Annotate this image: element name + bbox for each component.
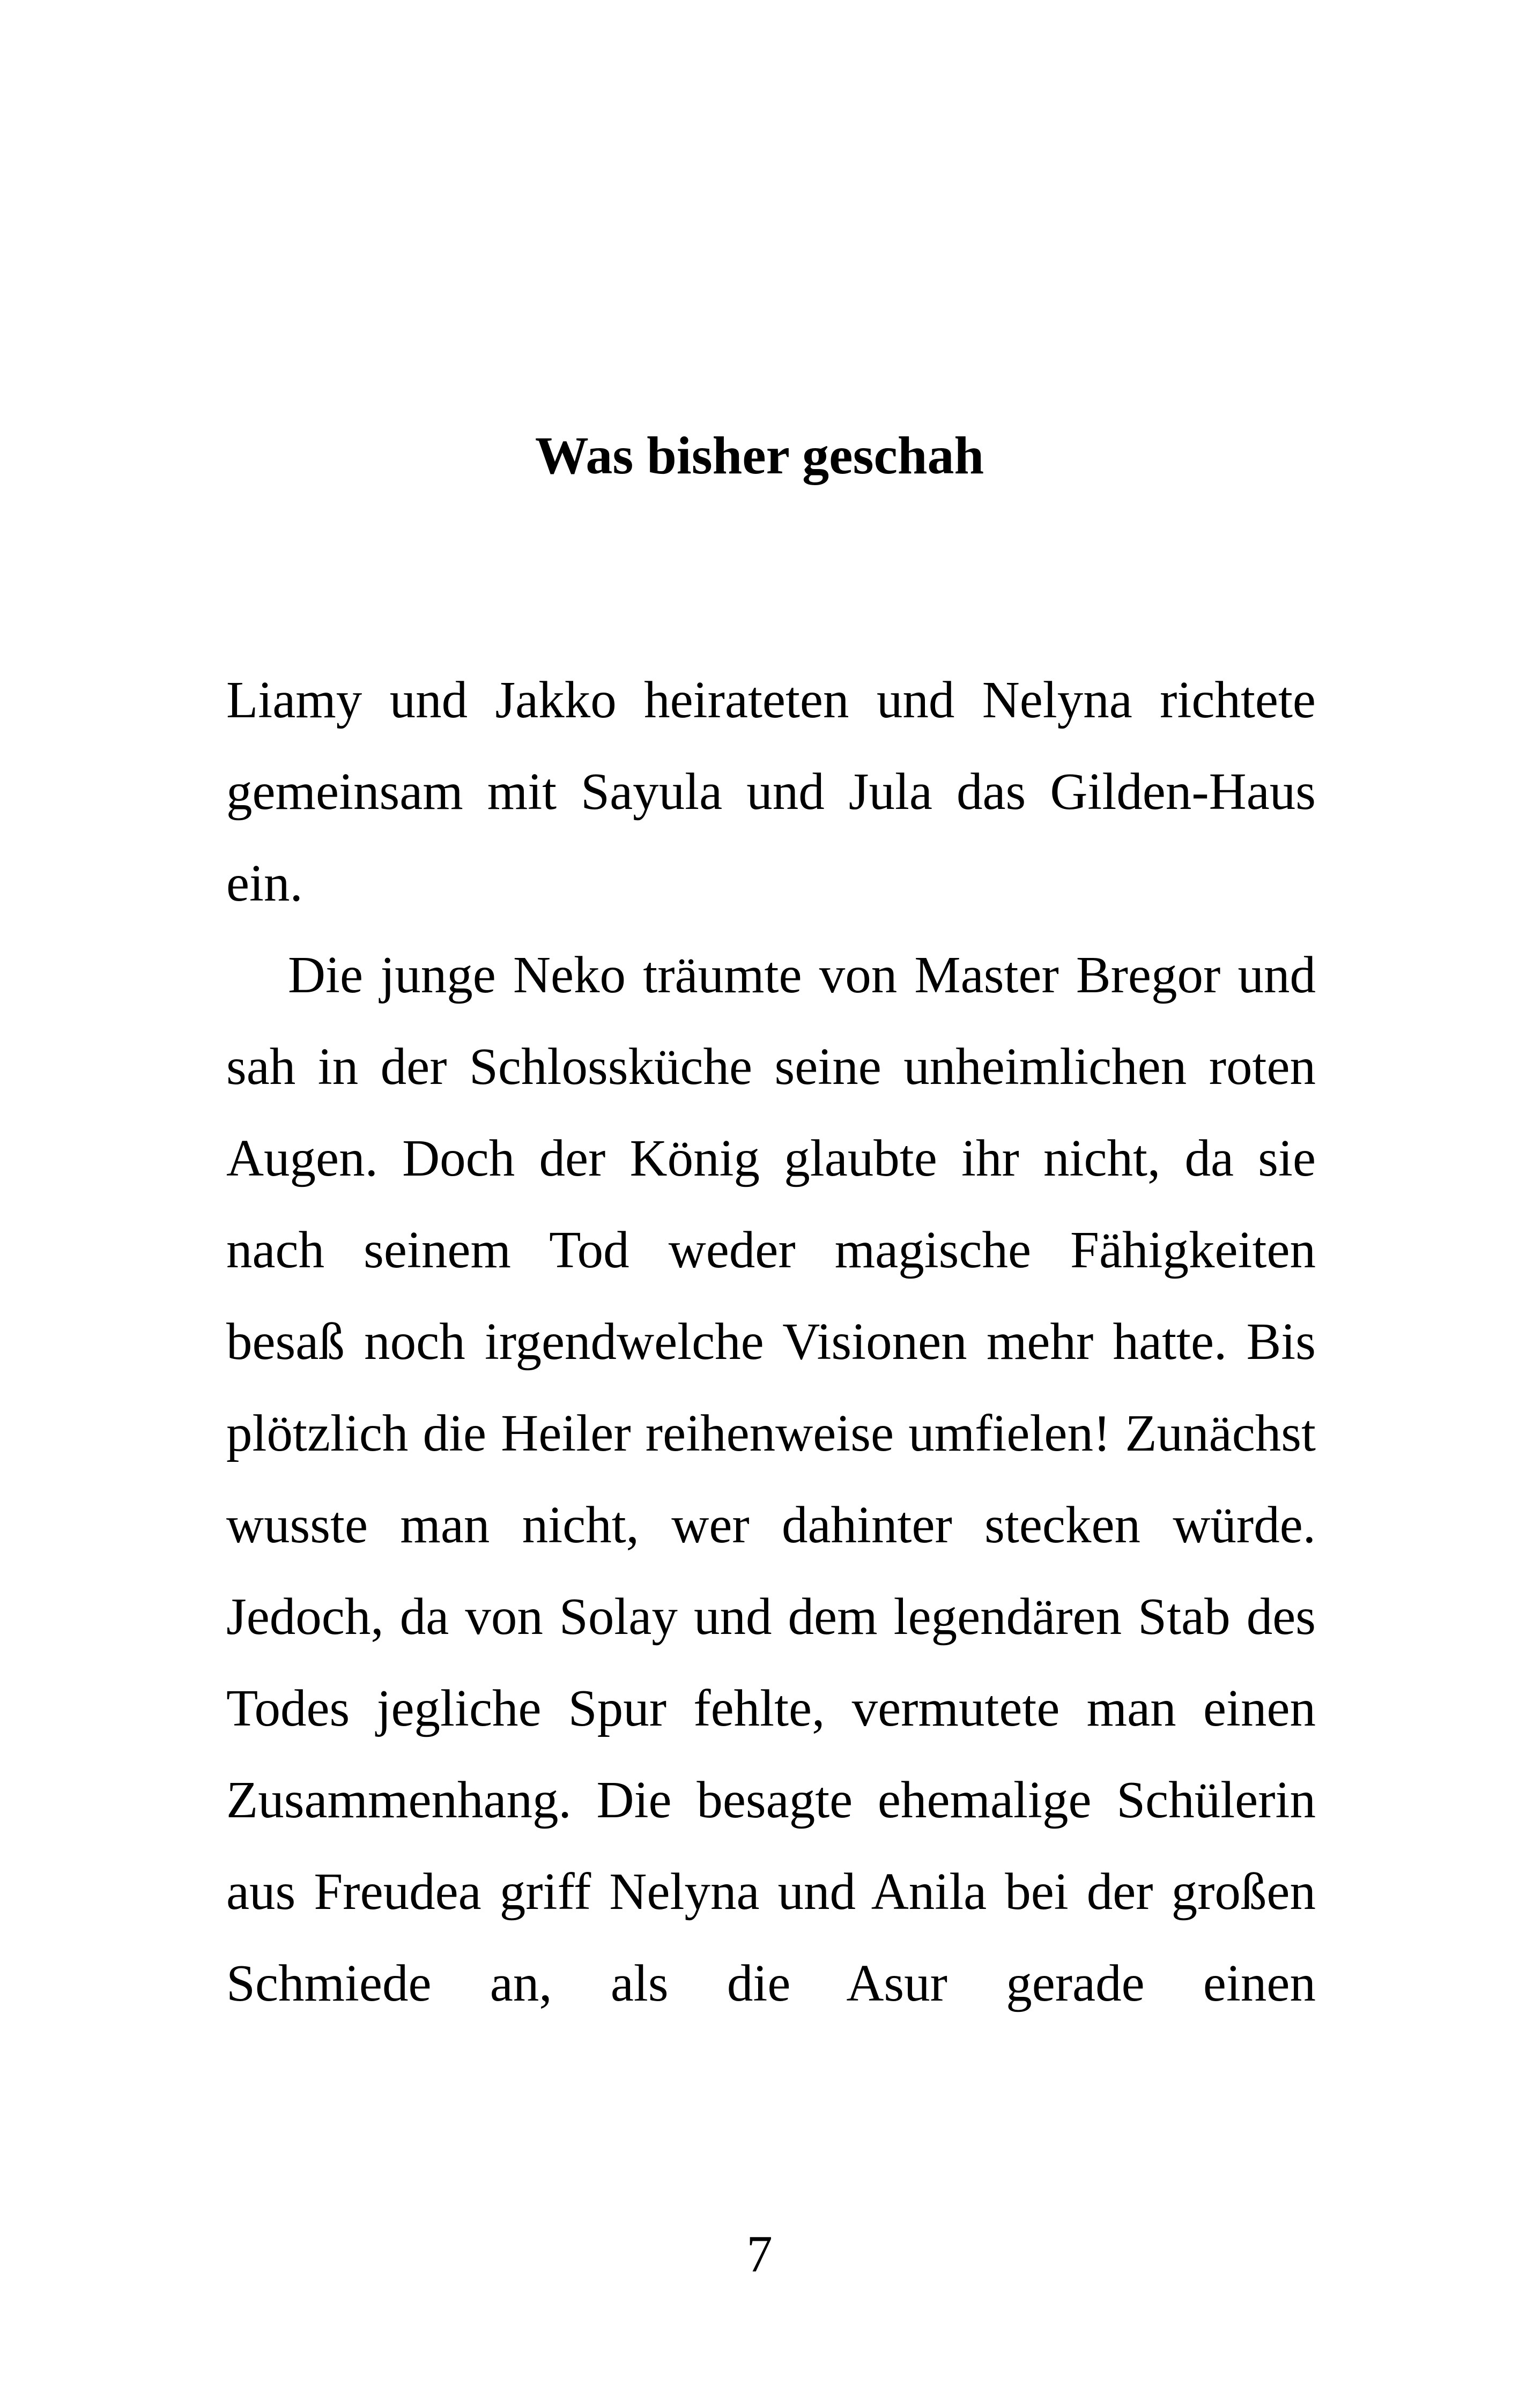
chapter-title: Was bisher geschah [535,426,984,485]
paragraph: Liamy und Jakko heirateten und Nelyna richtete gemeinsam mit Sayula und Jula das Gilden-Haus ein. [226,671,1316,912]
paragraph: Die junge Neko träumte von Master Bregor und sah in der Schlossküche seine unheimlichen roten Augen. Doch der König glaubte ihr nicht, da sie nach seinem Tod weder magische Fähigkeiten besaß noch irgendwelche Visionen mehr hatte. Bis plötzlich die Heiler reihenweise umfielen! Zunächst wusste man nicht, wer dahinter stecken würde. Jedoch, da von Solay und dem legendären Stab des Todes jegliche Spur fehlte, vermutete man einen Zusammenhang. Die besagte ehemalige Schülerin aus Freudea griff Nelyna und Anila bei der großen Schmiede an, als die Asur gerade einen [226,946,1316,2012]
body-text [226,654,1316,2029]
page-number: 7 [746,2225,773,2283]
